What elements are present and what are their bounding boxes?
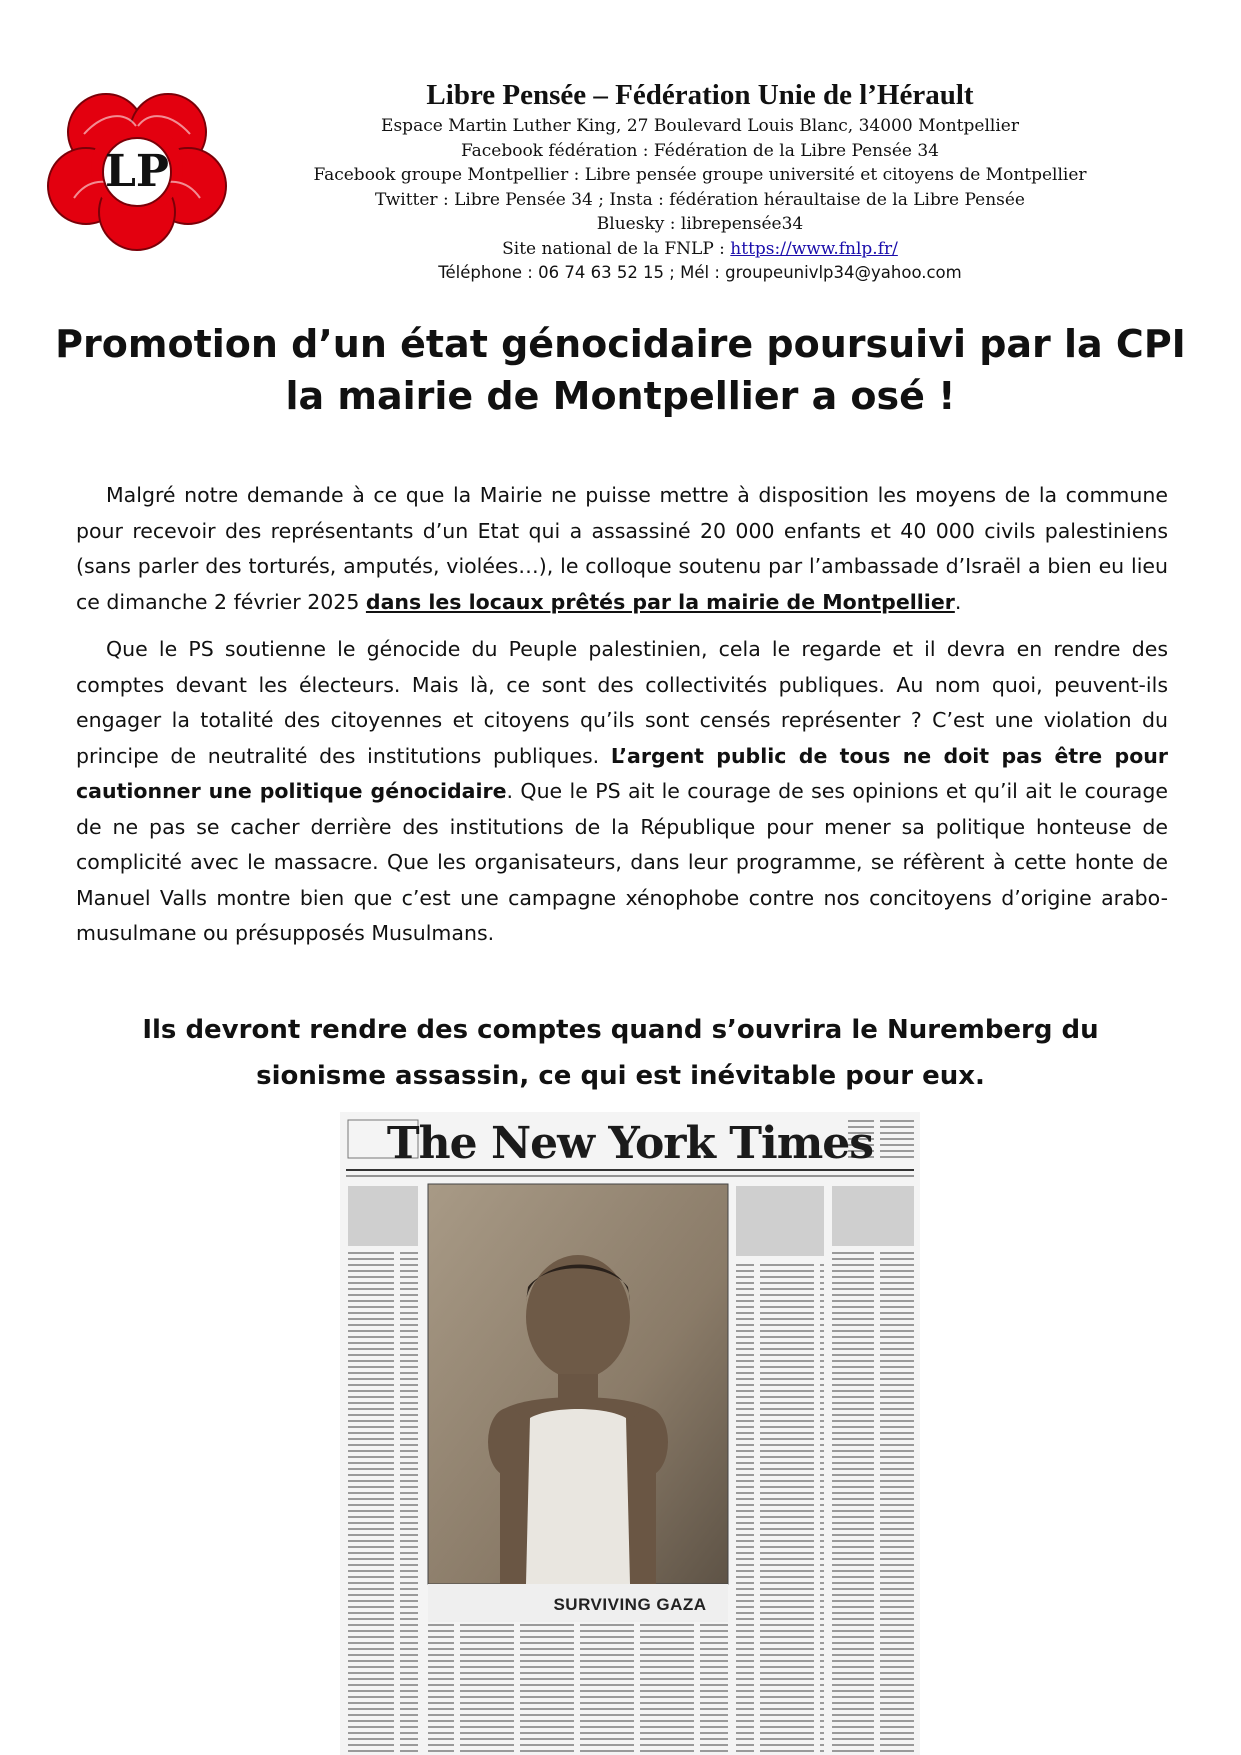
- closing-line-2: sionisme assassin, ce qui est inévitable pour eux.: [256, 1061, 985, 1091]
- closing-line-1: Ils devront rendre des comptes quand s’ouvrira le Nuremberg du: [142, 1015, 1099, 1045]
- address: Espace Martin Luther King, 27 Boulevard Louis Blanc, 34000 Montpellier: [381, 116, 1019, 136]
- paragraph-1-emphasis: dans les locaux prêtés par la mairie de Montpellier: [365, 589, 955, 614]
- national-site-label: Site national de la FNLP :: [502, 238, 731, 259]
- paragraph-2-bold: L’argent public de tous ne doit pas être pour cautionner une politique génocidaire: [76, 743, 1168, 803]
- paragraph-2: [76, 632, 1168, 952]
- paragraph-1-text: Malgré notre demande à ce que la Mairie ne puisse mettre à disposition les moyens de la commune pour recevoir des représentants d’un Etat qui a assassiné 20 000 enfants et 40 000 civils palestiniens (sans parler des torturés, amputés, violées…), le colloque soutenu par l’ambassade d’Israël a bien eu lieu ce dimanche 2 février 2025: [76, 483, 1168, 614]
- title-line-1: Promotion d’un état génocidaire poursuivi par la CPI: [55, 322, 1186, 366]
- contact-line: Téléphone : 06 74 63 52 15 ; Mél : groupeunivlp34@yahoo.com: [438, 263, 962, 282]
- organization-name: Libre Pensée – Fédération Unie de l’Hérault: [426, 79, 974, 111]
- closing-statement: [40, 1007, 1201, 1099]
- article-body: [76, 478, 1168, 964]
- facebook-federation: Facebook fédération : Fédération de la Libre Pensée 34: [460, 140, 940, 161]
- bluesky: Bluesky : librepensée34: [596, 214, 804, 234]
- newspaper-front-page-image: [340, 1112, 920, 1755]
- twitter-insta: Twitter : Libre Pensée 34 ; Insta : fédération héraultaise de la Libre Pensée: [374, 189, 1025, 210]
- paragraph-1-end: .: [954, 589, 962, 614]
- facebook-group: Facebook groupe Montpellier : Libre pensée groupe université et citoyens de Montpellier: [313, 165, 1087, 185]
- title-line-2: la mairie de Montpellier a osé !: [285, 374, 956, 418]
- national-site: [200, 237, 1200, 262]
- page-title: [40, 318, 1201, 422]
- newspaper-illustration: [340, 1112, 920, 1755]
- paragraph-2-text: Que le PS soutienne le génocide du Peuple palestinien, cela le regarde et il devra en rendre des comptes devant les électeurs. Mais là, ce sont des collectivités publiques. Au nom quoi, peuvent-ils engager la totalité des citoyennes et citoyens qu’ils sont censés représenter ? C’est une violation du principe de neutralité des institutions publiques.: [76, 637, 1168, 768]
- photo-caption: SURVIVING GAZA: [553, 1595, 707, 1614]
- organization-header: [200, 78, 1200, 286]
- logo-letters: LP: [104, 146, 170, 197]
- fnlp-link[interactable]: https://www.fnlp.fr/: [730, 238, 898, 259]
- newspaper-masthead: The New York Times: [386, 1118, 874, 1169]
- paragraph-1: [76, 478, 1168, 620]
- paragraph-2-rest: . Que le PS ait le courage de ses opinions et qu’il ait le courage de ne pas se cacher derrière des institutions de la République pour mener sa politique honteuse de complicité avec le massacre. Que les organisateurs, dans leur programme, se réfèrent à cette honte de Manuel Valls montre bien que c’est une campagne xénophobe contre nos concitoyens d’origine arabo-musulmane ou présupposés Musulmans.: [76, 779, 1168, 945]
